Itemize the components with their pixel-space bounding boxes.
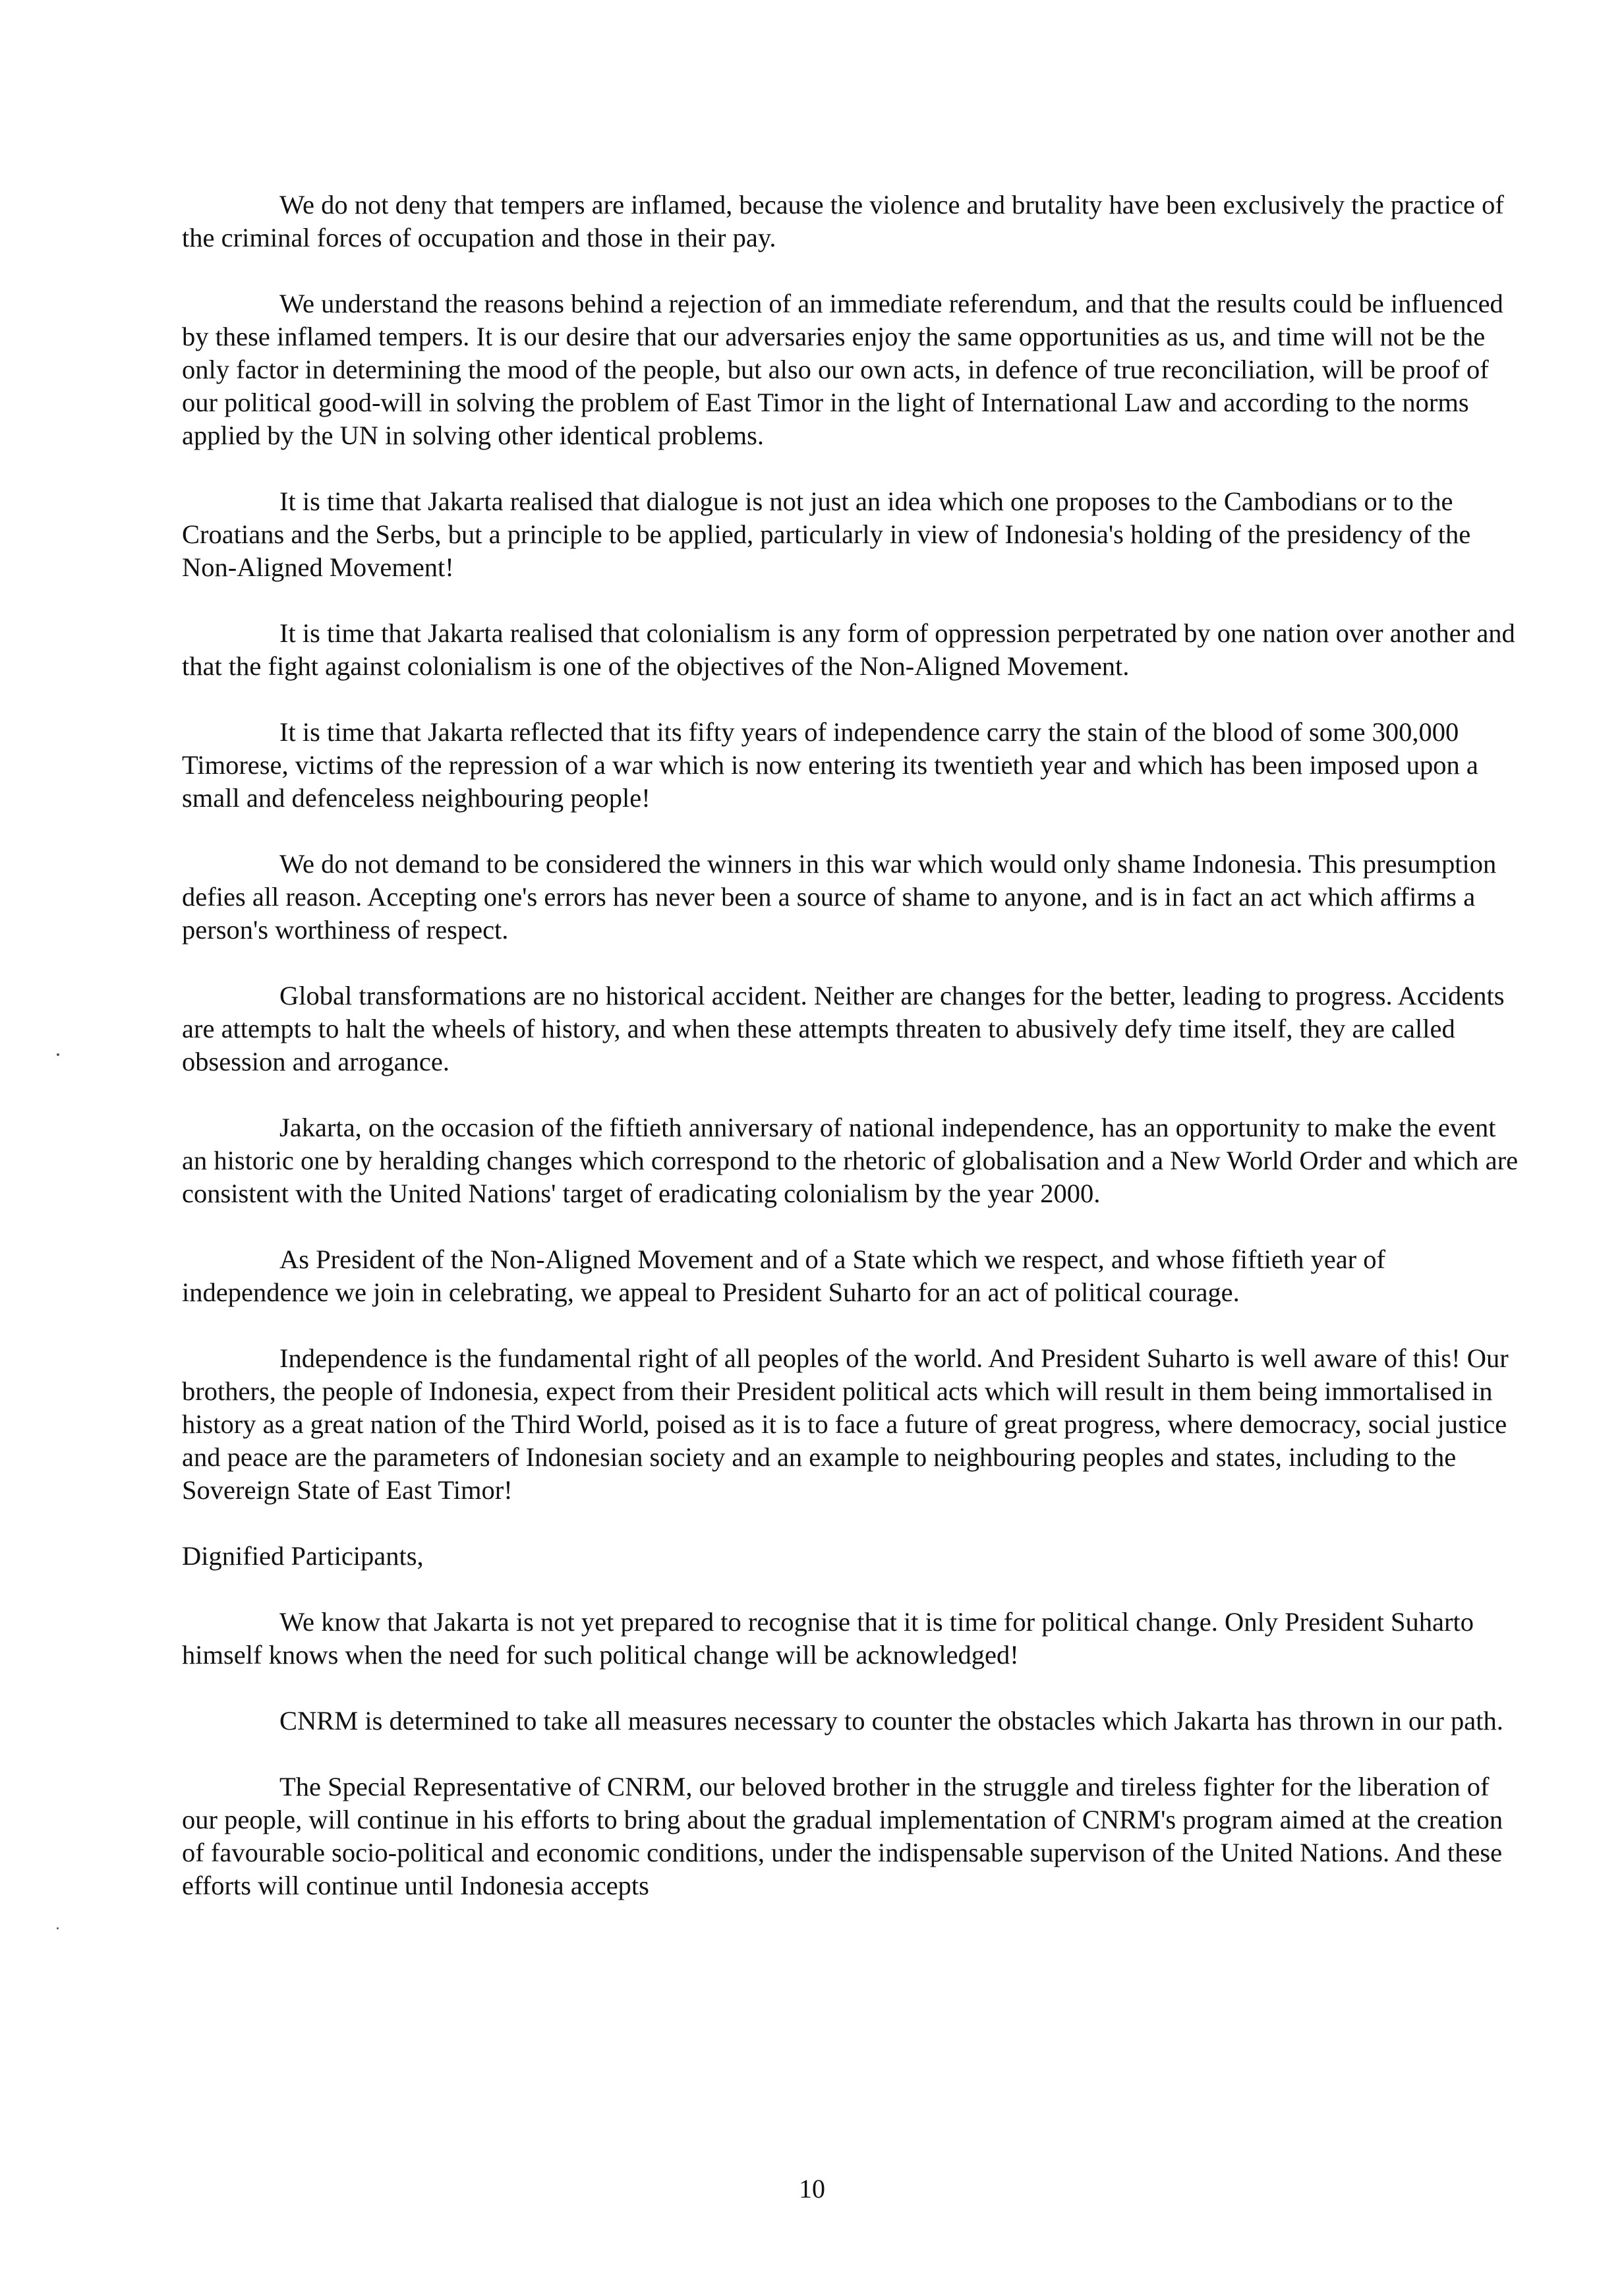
paragraph-3: It is time that Jakarta realised that dialogue is not just an idea which one proposes to the Cambodians or to the Croatians and the Serbs, but a principle to be applied, particularly in view of Indonesia's holding of the presidency of the Non-Aligned Movement! <box>182 486 1471 582</box>
paragraph-5: It is time that Jakarta reflected that its fifty years of independence carry the stain of the blood of some 300,000 Timorese, victims of the repression of a war which is now entering its twentieth year and which has been imposed upon a small and defenceless neighbouring people! <box>182 717 1478 813</box>
paragraph-1: We do not deny that tempers are inflamed, because the violence and brutality have been exclusively the practice of the criminal forces of occupation and those in their pay. <box>182 190 1504 252</box>
paragraph-13: The Special Representative of CNRM, our beloved brother in the struggle and tireless fighter for the liberation of our people, will continue in his efforts to bring about the gradual implementation of CNRM's program aimed at the creation of favourable socio-political and economic conditions, under the indispensable supervison of the United Nations. And these efforts will continue until Indonesia accepts <box>182 1772 1503 1900</box>
paragraph-12: CNRM is determined to take all measures necessary to counter the obstacles which Jakarta has thrown in our path. <box>279 1706 1503 1736</box>
salutation: Dignified Participants, <box>182 1541 424 1571</box>
scan-speck <box>57 1927 59 1929</box>
paragraph-6: We do not demand to be considered the winners in this war which would only shame Indonesia. This presumption defies all reason. Accepting one's errors has never been a source of shame to anyone, and is in fact an act which affirms a person's worthiness of respect. <box>182 849 1497 945</box>
page-number: 10 <box>799 2174 825 2204</box>
paragraph-9: As President of the Non-Aligned Movement and of a State which we respect, and whose fiftieth year of independence we join in celebrating, we appeal to President Suharto for an act of political courage. <box>182 1244 1386 1307</box>
paragraph-7: Global transformations are no historical accident. Neither are changes for the better, leading to progress. Accidents are attempts to halt the wheels of history, and when these attempts threaten to abusively defy time itself, they are called obsession and arrogance. <box>182 981 1505 1076</box>
paragraph-2: We understand the reasons behind a rejection of an immediate referendum, and that the results could be influenced by these inflamed tempers. It is our desire that our adversaries enjoy the same opportunities as us, and time will not be the only factor in determining the mood of the people, but also our own acts, in defence of true reconciliation, will be proof of our political good-will in solving the problem of East Timor in the light of International Law and according to the norms applied by the UN in solving other identical problems. <box>182 289 1503 450</box>
paragraph-10: Independence is the fundamental right of all peoples of the world. And President Suharto is well aware of this! Our brothers, the people of Indonesia, expect from their President political acts which will result in them being immortalised in history as a great nation of the Third World, poised as it is to face a future of great progress, where democracy, social justice and peace are the parameters of Indonesian society and an example to neighbouring peoples and states, including to the Sovereign State of East Timor! <box>182 1343 1509 1505</box>
document-body <box>182 189 1526 1902</box>
paragraph-11: We know that Jakarta is not yet prepared to recognise that it is time for political change. Only President Suharto himself knows when the need for such political change will be acknowledged! <box>182 1607 1474 1670</box>
paragraph-8: Jakarta, on the occasion of the fiftieth anniversary of national independence, has an opportunity to make the event an historic one by heralding changes which correspond to the rhetoric of globalisation and a New World Order and which are consistent with the United Nations' target of eradicating colonialism by the year 2000. <box>182 1113 1519 1208</box>
paragraph-4: It is time that Jakarta realised that colonialism is any form of oppression perpetrated by one nation over another and that the fight against colonialism is one of the objectives of the Non-Aligned Movement. <box>182 618 1515 681</box>
scan-speck <box>57 1053 59 1056</box>
